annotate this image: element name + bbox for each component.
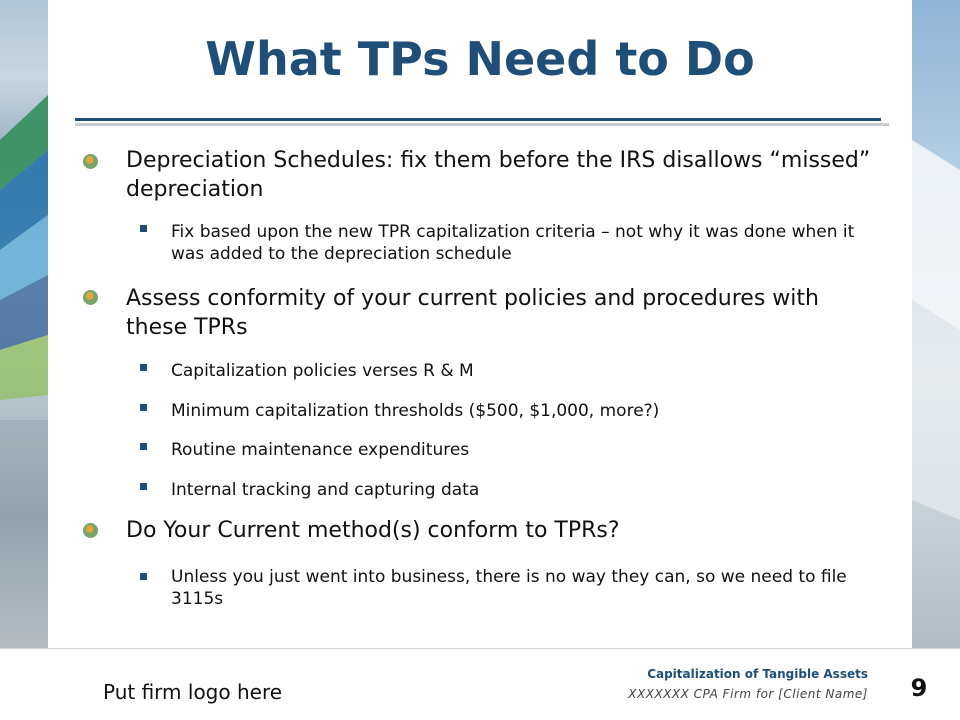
sub-bullet-item: Minimum capitalization thresholds ($500, $1,000, more?) (171, 401, 660, 421)
sub-bullet-item: Unless you just went into business, there is no way they can, so we need to file 3115s (171, 567, 847, 609)
square-bullet-icon (140, 573, 147, 580)
square-bullet-icon (140, 443, 147, 450)
sub-bullet-item: Capitalization policies verses R & M (171, 361, 474, 381)
square-bullet-icon (140, 225, 147, 232)
bullet-orb-icon (83, 154, 98, 169)
sub-bullet-item: Fix based upon the new TPR capitalization criteria – not why it was done when it was added to the depreciation schedule (171, 222, 855, 264)
slide-title: What TPs Need to Do (205, 32, 755, 86)
bullet-item: Depreciation Schedules: fix them before the IRS disallows “missed” depreciation (126, 148, 871, 202)
square-bullet-icon (140, 404, 147, 411)
square-bullet-icon (140, 483, 147, 490)
firm-logo-placeholder: Put firm logo here (103, 680, 283, 704)
bullet-orb-icon (83, 290, 98, 305)
bullet-item: Assess conformity of your current policies and procedures with these TPRs (126, 286, 819, 340)
sub-bullet-item: Routine maintenance expenditures (171, 440, 470, 460)
sub-bullet-item: Internal tracking and capturing data (171, 480, 480, 500)
page-number: 9 (910, 674, 928, 702)
bullet-orb-icon (83, 523, 98, 538)
square-bullet-icon (140, 364, 147, 371)
footer-divider (0, 648, 960, 649)
firm-client-line: XXXXXXX CPA Firm for [Client Name] (628, 687, 868, 701)
bullet-item: Do Your Current method(s) conform to TPRs? (126, 518, 620, 543)
presentation-title: Capitalization of Tangible Assets (647, 667, 868, 681)
